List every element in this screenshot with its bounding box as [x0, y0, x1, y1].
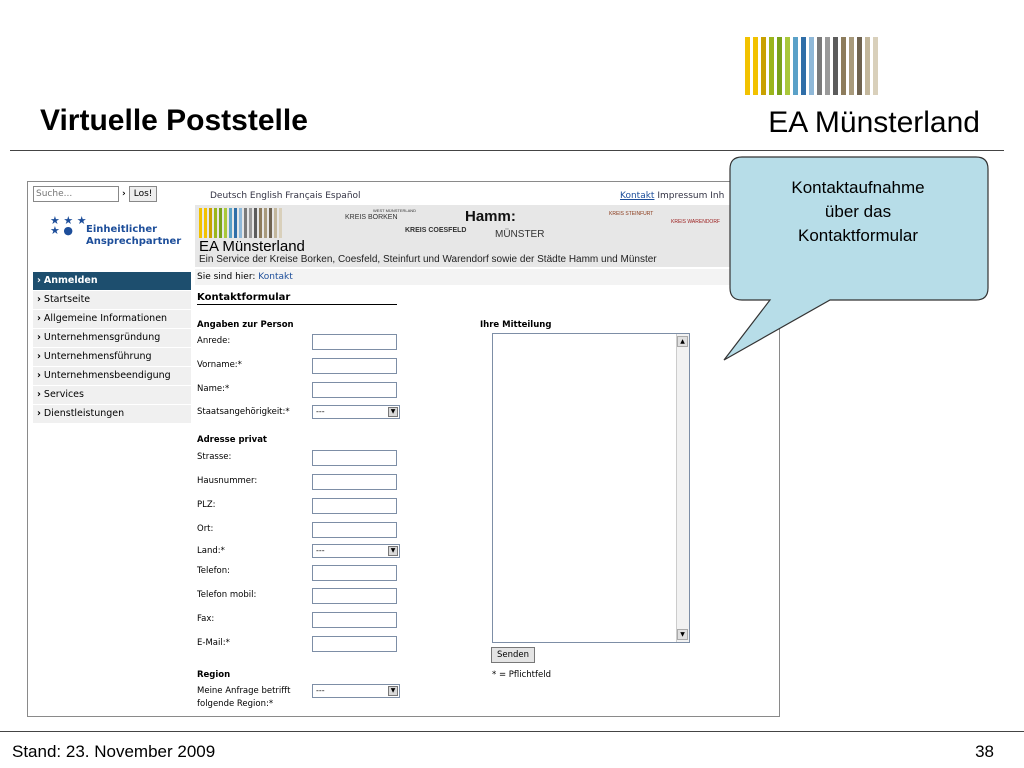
hamm-logo: Hamm: [465, 208, 516, 225]
nav-item-unternehmensfuehrung[interactable]: › Unternehmensführung [33, 348, 191, 367]
page-number: 38 [975, 742, 994, 761]
banner-subtitle: Ein Service der Kreise Borken, Coesfeld, Steinfurt und Warendorf sowie der Städte Hamm und Münster [199, 254, 657, 265]
scroll-up-icon[interactable]: ▲ [677, 336, 688, 347]
borken-logo-small: WEST MÜNSTERLAND [373, 208, 417, 213]
eap-logo-line2: Ansprechpartner [86, 236, 182, 247]
hausnummer-field[interactable] [312, 474, 397, 490]
search-bar [33, 186, 157, 202]
top-links [620, 191, 724, 201]
hausnummer-label: Hausnummer: [197, 476, 258, 486]
breadcrumb [195, 269, 780, 285]
callout-text [738, 176, 978, 248]
chevron-down-icon: ▼ [388, 546, 398, 556]
form-title: Kontaktformular [197, 292, 397, 305]
kreis-borken-logo: KREIS BORKEN [345, 214, 398, 221]
scroll-down-icon[interactable]: ▼ [677, 629, 688, 640]
kreis-coesfeld-logo: KREIS COESFELD [405, 227, 467, 234]
eap-logo-line1: Einheitlicher [86, 224, 158, 235]
callout-line3: Kontaktformular [798, 226, 918, 245]
telefon-mobil-label: Telefon mobil: [197, 590, 257, 600]
kreis-warendorf-logo: KREIS WARENDORF [671, 219, 720, 225]
header-divider [10, 150, 1004, 151]
sidebar-nav [33, 272, 191, 424]
banner-title: EA Münsterland [199, 238, 305, 255]
section-adresse-heading: Adresse privat [197, 435, 267, 445]
fax-field[interactable] [312, 612, 397, 628]
search-button[interactable]: Los! [129, 186, 158, 202]
send-button[interactable]: Senden [491, 647, 535, 663]
footer-date: Stand: 23. November 2009 [12, 742, 216, 761]
slide-brand: EA Münsterland [768, 106, 980, 139]
search-input[interactable] [33, 186, 119, 202]
region-select[interactable]: --- ▼ [312, 684, 400, 698]
ort-label: Ort: [197, 524, 214, 534]
staatsangehoerigkeit-label: Staatsangehörigkeit:* [197, 407, 290, 417]
section-region-heading: Region [197, 670, 231, 680]
breadcrumb-link-kontakt[interactable]: Kontakt [258, 272, 293, 282]
email-field[interactable] [312, 636, 397, 652]
section-mitteilung-heading: Ihre Mitteilung [480, 320, 552, 330]
region-label-line2: folgende Region:* [197, 699, 274, 709]
nav-item-allgemeine-informationen[interactable]: › Allgemeine Informationen [33, 310, 191, 329]
language-links[interactable]: Deutsch English Français Español [210, 191, 361, 201]
breadcrumb-prefix: Sie sind hier: [197, 272, 256, 282]
message-scrollbar[interactable] [676, 334, 689, 642]
strasse-label: Strasse: [197, 452, 232, 462]
stars-icon: ★ ★ ★ ★ ● [50, 214, 87, 237]
telefon-label: Telefon: [197, 566, 231, 576]
banner-logo-bars [199, 208, 282, 238]
footer-divider [0, 731, 1024, 732]
fax-label: Fax: [197, 614, 215, 624]
einheitlicher-ansprechpartner-logo[interactable] [50, 216, 190, 256]
chevron-down-icon: ▼ [388, 407, 398, 417]
region-label-line1: Meine Anfrage betrifft [197, 686, 291, 696]
nav-item-unternehmensbeendigung[interactable]: › Unternehmensbeendigung [33, 367, 191, 386]
kreis-steinfurt-logo: KREIS STEINFURT [609, 211, 654, 217]
name-label: Name:* [197, 384, 230, 394]
ort-field[interactable] [312, 522, 397, 538]
email-label: E-Mail:* [197, 638, 230, 648]
strasse-field[interactable] [312, 450, 397, 466]
land-select[interactable]: --- ▼ [312, 544, 400, 558]
callout-line1: Kontaktaufnahme [791, 178, 925, 197]
muenster-logo: MÜNSTER [495, 229, 545, 240]
vorname-field[interactable] [312, 358, 397, 374]
plz-field[interactable] [312, 498, 397, 514]
slide-title: Virtuelle Poststelle [40, 104, 308, 137]
vorname-label: Vorname:* [197, 360, 242, 370]
ea-muensterland-logo-bars [745, 37, 985, 95]
nav-item-services[interactable]: › Services [33, 386, 191, 405]
name-field[interactable] [312, 382, 397, 398]
plz-label: PLZ: [197, 500, 216, 510]
search-arrow-icon: › [122, 189, 126, 199]
kontakt-link[interactable]: Kontakt [620, 191, 655, 201]
header-banner [195, 205, 779, 267]
website-screenshot [27, 181, 780, 717]
anrede-field[interactable] [312, 334, 397, 350]
anrede-label: Anrede: [197, 336, 231, 346]
impressum-link[interactable]: Impressum Inh [657, 191, 725, 201]
telefon-mobil-field[interactable] [312, 588, 397, 604]
nav-item-anmelden[interactable]: › Anmelden [33, 272, 191, 291]
chevron-down-icon: ▼ [388, 686, 398, 696]
nav-item-dienstleistungen[interactable]: › Dienstleistungen [33, 405, 191, 424]
message-textarea[interactable] [492, 333, 690, 643]
nav-item-startseite[interactable]: › Startseite [33, 291, 191, 310]
land-label: Land:* [197, 546, 225, 556]
staatsangehoerigkeit-select[interactable]: --- ▼ [312, 405, 400, 419]
callout-line2: über das [824, 202, 892, 221]
nav-item-unternehmensgruendung[interactable]: › Unternehmensgründung [33, 329, 191, 348]
telefon-field[interactable] [312, 565, 397, 581]
section-person-heading: Angaben zur Person [197, 320, 294, 330]
required-note: * = Pflichtfeld [492, 670, 551, 680]
